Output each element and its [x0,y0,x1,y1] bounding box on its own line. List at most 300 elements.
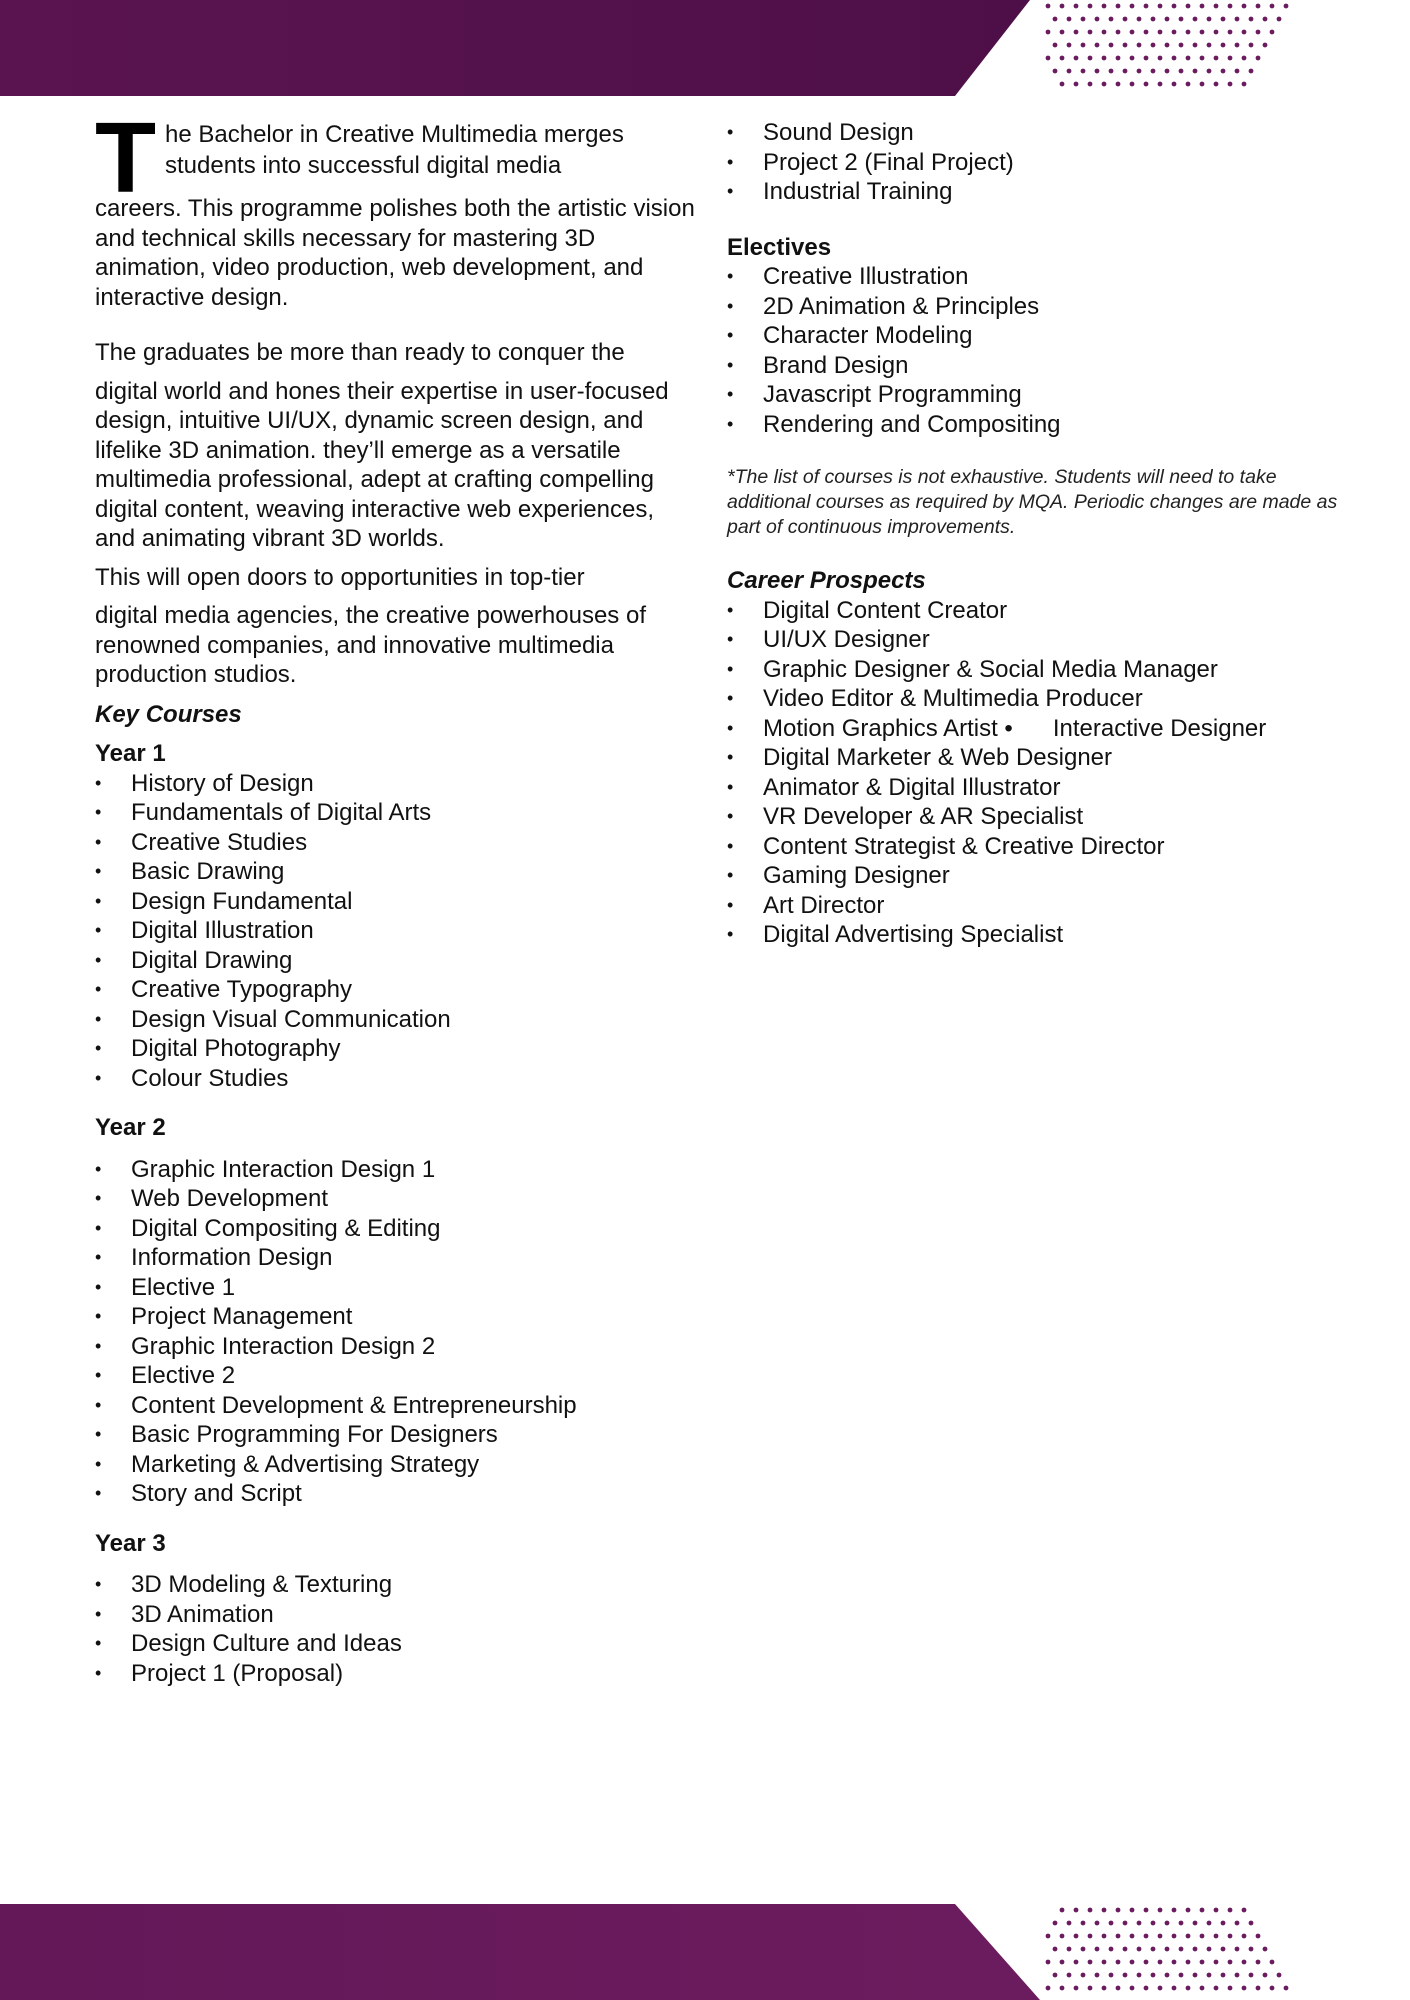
decor-dot [1053,1973,1058,1978]
decor-dot [1067,17,1072,22]
electives-heading: Electives [727,233,832,261]
decor-dot [1200,1934,1205,1939]
decor-dot [1193,17,1198,22]
decor-dot [1060,1960,1065,1965]
list-item-label: Creative Studies [131,828,308,856]
decor-dot [1144,4,1149,9]
list-item [95,975,695,1005]
decor-dot [1095,69,1100,74]
decor-dot [1109,1973,1114,1978]
bullet-icon: • [95,949,102,970]
decor-dot [1200,4,1205,9]
decor-dot [1186,1934,1191,1939]
decor-dot [1074,1908,1079,1913]
bullet-icon: • [95,1306,102,1326]
decor-dot [1130,82,1135,87]
list-item-label: Sound Design [763,119,914,146]
decor-dot [1242,1960,1247,1965]
bullet-icon: • [95,1008,102,1029]
list-item [727,262,1347,292]
list-item-label: 2D Animation & Principles [763,292,1040,320]
decor-dot [1270,4,1275,9]
decor-dot [1060,1986,1065,1991]
decor-dot [1165,1947,1170,1952]
bullet-icon: • [95,1394,102,1415]
decor-dot [1207,1921,1212,1926]
decor-dot [1130,1986,1135,1991]
decor-dot [1235,43,1240,48]
paragraph-2-body: digital world and hones their expertise in user-focused design, intuitive UI/UX, dynamic screen design, and lifelike 3D animation. they’ll emerge as a versatile multimedia professional, adept at crafting compelling digital content, weaving interactive web experiences, and animating vibrant 3D worlds. [95,377,669,552]
decor-dot [1235,69,1240,74]
decor-dot [1263,43,1268,48]
bullet-icon: • [95,890,102,911]
list-item [95,887,695,917]
year-2-list [95,1155,695,1509]
decor-dot [1123,1973,1128,1978]
decor-dot [1172,1908,1177,1913]
list-item-label: Digital Advertising Specialist [763,921,1064,948]
list-item-label: Marketing & Advertising Strategy [131,1450,480,1478]
list-item-label: Rendering and Compositing [763,410,1061,438]
bullet-icon: • [727,747,734,767]
decor-dot [1088,30,1093,35]
decor-dot [1193,1973,1198,1978]
decor-dot [1228,82,1233,87]
decor-dot [1067,1973,1072,1978]
decor-dot [1123,1921,1128,1926]
list-item-label: Creative Illustration [763,263,969,290]
decor-dot [1088,1960,1093,1965]
bullet-icon: • [95,1067,102,1088]
decor-dot [1242,1934,1247,1939]
decor-dot [1221,17,1226,22]
footer-band-graphic [0,1904,1410,2000]
bullet-icon: • [727,413,734,434]
list-item [95,857,695,887]
decor-dot [1242,30,1247,35]
decor-dot [1109,1921,1114,1926]
bullet-icon: • [727,865,734,885]
footer-band [0,1904,1410,2000]
decor-dot [1200,30,1205,35]
decor-dot [1053,1947,1058,1952]
decor-dot [1221,1973,1226,1978]
decor-dot [1270,1986,1275,1991]
intro-line-2: students into successful digital media [165,151,562,179]
decor-dot [1095,1947,1100,1952]
decor-dot [1165,17,1170,22]
decor-dot [1158,1934,1163,1939]
decor-dot [1137,1947,1142,1952]
bullet-icon: • [95,1574,102,1594]
decor-dot [1116,30,1121,35]
list-item [727,380,1347,410]
header-band-shape [0,0,1030,96]
list-item-label: 3D Modeling & Texturing [131,1571,393,1598]
decor-dot [1284,1986,1289,1991]
decor-dot [1200,56,1205,61]
list-item-label: Creative Typography [131,976,353,1003]
decor-dot [1158,1986,1163,1991]
decor-dot [1081,1921,1086,1926]
decor-dot [1060,56,1065,61]
decor-dot [1067,69,1072,74]
decor-dot [1158,1960,1163,1965]
decor-dot [1165,69,1170,74]
paragraph-3-body: digital media agencies, the creative powerhouses of renowned companies, and innovative multimedia production studios. [95,602,646,688]
decor-dot [1228,1960,1233,1965]
decor-dot [1046,1986,1051,1991]
list-item-label: Digital Illustration [131,917,314,944]
decor-dot [1088,82,1093,87]
decor-dot [1067,1947,1072,1952]
list-item [95,1034,695,1064]
decor-dot [1165,1921,1170,1926]
decor-dot [1207,1973,1212,1978]
career-item-motion-graphics: Motion Graphics Artist • [763,714,1013,742]
key-courses-heading: Key Courses [95,700,242,728]
bullet-icon: • [727,688,734,708]
list-item-label: Brand Design [763,351,909,379]
list-item [95,1570,695,1600]
list-item [95,1479,695,1509]
decor-dot [1151,17,1156,22]
decor-dot [1109,17,1114,22]
list-item [727,832,1347,862]
bullet-icon: • [95,1188,102,1208]
list-item [95,1302,695,1332]
decor-dot [1130,56,1135,61]
decor-dot [1249,17,1254,22]
decor-dot [1186,56,1191,61]
bullet-icon: • [95,1276,102,1297]
list-item [727,118,1347,148]
decor-dot [1060,30,1065,35]
list-item-label: Design Fundamental [131,887,353,915]
list-item [95,1450,695,1480]
bullet-icon: • [95,1424,102,1444]
decor-dot [1158,30,1163,35]
list-item [727,148,1347,178]
decor-dot [1270,30,1275,35]
career-item-interactive-designer: Interactive Designer [1052,714,1267,742]
list-item [95,1243,695,1273]
decor-dot [1242,56,1247,61]
list-item-label: Art Director [763,891,885,919]
list-item-label: Project 1 (Proposal) [131,1659,344,1687]
list-item [95,1064,695,1094]
decor-dot [1081,17,1086,22]
list-item-label: Graphic Interaction Design 1 [131,1155,436,1183]
decor-dot [1172,56,1177,61]
intro-body: careers. This programme polishes both the artistic vision and technical skills necessary for mastering 3D animation, video production, web development, and interactive design. [95,195,695,311]
decor-dot [1116,4,1121,9]
list-item-label: Digital Photography [131,1035,341,1062]
decor-dot [1256,30,1261,35]
decor-dot [1088,1908,1093,1913]
decor-dot [1165,43,1170,48]
list-item [95,769,695,799]
decor-dot [1228,1986,1233,1991]
list-item-label: 3D Animation [131,1600,274,1628]
decor-dot [1228,56,1233,61]
list-item-label: Elective 2 [131,1362,236,1389]
decor-dot [1249,1973,1254,1978]
decor-dot [1172,4,1177,9]
decor-dot [1102,56,1107,61]
decor-dot [1179,69,1184,74]
decor-dot [1263,1973,1268,1978]
list-item [95,1629,695,1659]
decor-dot [1144,56,1149,61]
decor-dot [1095,1921,1100,1926]
list-item [727,410,1347,440]
decor-dot [1186,1908,1191,1913]
career-prospects-heading: Career Prospects [727,567,926,594]
list-item-label: Project Management [131,1303,353,1330]
decor-dot [1109,43,1114,48]
decor-dot [1179,1973,1184,1978]
decor-dot [1242,1986,1247,1991]
list-item-label: Design Culture and Ideas [131,1630,402,1657]
bullet-icon: • [95,1453,102,1474]
list-item [95,916,695,946]
decor-dot [1102,4,1107,9]
decor-dot [1270,1960,1275,1965]
bullet-icon: • [727,151,734,172]
list-item [95,1361,695,1391]
header-band [0,0,1410,96]
decor-dot [1046,56,1051,61]
decor-dot [1060,82,1065,87]
decor-dot [1235,17,1240,22]
list-item [727,714,1347,744]
bullet-icon: • [95,1247,102,1267]
decor-dot [1158,82,1163,87]
list-item [727,743,1347,773]
decor-dot [1088,56,1093,61]
bullet-icon: • [727,122,734,142]
decor-dot [1235,1921,1240,1926]
list-item: • UI/UX Designer [727,626,930,653]
decor-dot [1074,1960,1079,1965]
bullet-icon: • [95,831,102,852]
decor-dot [1116,1986,1121,1991]
list-item-label: Fundamentals of Digital Arts [131,799,432,826]
year-3-heading: Year 3 [95,1529,166,1557]
list-item [727,802,1347,832]
bullet-icon: • [727,658,734,679]
bullet-icon: • [95,1335,102,1356]
list-item [727,177,1347,207]
decor-dot [1151,1973,1156,1978]
decor-dot [1214,1986,1219,1991]
decor-dot [1179,17,1184,22]
decor-dot [1179,1947,1184,1952]
decor-dot [1116,1960,1121,1965]
list-item-label: Digital Compositing & Editing [131,1214,441,1242]
decor-dot [1214,82,1219,87]
list-item-label: Digital Drawing [131,946,293,974]
decor-dot [1186,30,1191,35]
decor-dot [1102,1934,1107,1939]
decor-dot [1074,1986,1079,1991]
bullet-icon: • [727,806,734,826]
decor-dot [1053,1921,1058,1926]
decor-dot [1081,43,1086,48]
bullet-icon: • [95,1603,102,1624]
decor-dot [1158,56,1163,61]
year-3-list [95,1570,695,1688]
decor-dot [1081,1947,1086,1952]
list-item-label: Project 2 (Final Project) [763,148,1014,176]
decor-dot [1193,43,1198,48]
decor-dot [1214,4,1219,9]
list-item-label: Industrial Training [763,178,953,205]
list-item [95,828,695,858]
electives-list [727,262,1347,439]
decor-dot [1116,56,1121,61]
list-item [95,1155,695,1185]
list-item [95,1600,695,1630]
list-item-label: Javascript Programming [763,381,1022,408]
list-item-label: Graphic Interaction Design 2 [131,1332,436,1360]
list-item-label: Basic Drawing [131,858,285,885]
decor-dot [1186,4,1191,9]
decor-dot [1263,17,1268,22]
decor-dot [1130,1908,1135,1913]
year-1-list [95,769,695,1094]
bullet-icon: • [95,1365,102,1385]
list-item [727,292,1347,322]
decor-dot [1172,30,1177,35]
list-item [95,1659,695,1689]
list-item-label: Colour Studies [131,1064,289,1092]
decor-dot [1235,1973,1240,1978]
decor-dot [1172,1934,1177,1939]
decor-dot [1256,56,1261,61]
decor-dot [1130,1960,1135,1965]
bullet-icon: • [95,920,102,940]
decor-dot [1284,4,1289,9]
decor-dot [1256,4,1261,9]
decor-dot [1207,17,1212,22]
decor-dot [1263,1947,1268,1952]
decor-dot [1074,30,1079,35]
decor-dot [1228,30,1233,35]
decor-dot [1144,1908,1149,1913]
year-1-heading: Year 1 [95,740,166,767]
year-3-list-continued [727,118,1347,207]
decor-dot [1214,56,1219,61]
decor-dot [1137,43,1142,48]
decor-dot [1095,17,1100,22]
decor-dot [1249,69,1254,74]
decor-dot [1214,1908,1219,1913]
decor-dot [1158,4,1163,9]
decor-dot [1130,30,1135,35]
decor-dot [1193,1947,1198,1952]
decor-dot [1046,30,1051,35]
decor-dot [1242,4,1247,9]
decor-dot [1277,1973,1282,1978]
decor-dot [1186,1986,1191,1991]
list-item [95,946,695,976]
bullet-icon: • [727,181,734,201]
decor-dot [1151,69,1156,74]
decor-dot [1102,30,1107,35]
header-band-graphic [0,0,1410,96]
bullet-icon: • [95,979,102,999]
bullet-icon: • [95,802,102,822]
decor-dot [1137,17,1142,22]
paragraph-3-lead: This will open doors to opportunities in top-tier [95,563,585,591]
decor-dot [1088,4,1093,9]
list-item-label: Basic Programming For Designers [131,1421,498,1448]
decor-dot [1116,1908,1121,1913]
decor-dot [1221,69,1226,74]
list-item [95,1420,695,1450]
list-item-label: Story and Script [131,1480,302,1507]
bullet-icon: • [95,1217,102,1238]
decor-dot [1151,1947,1156,1952]
list-item-label: Design Visual Communication [131,1005,451,1033]
bullet-icon: • [727,354,734,375]
list-item-label: History of Design [131,769,314,797]
decor-dot [1172,82,1177,87]
decor-dot [1235,1947,1240,1952]
list-item [727,891,1347,921]
list-item-label: VR Developer & AR Specialist [763,803,1084,830]
decor-dot [1172,1986,1177,1991]
decor-dot [1207,69,1212,74]
footer-dot-pattern [1046,1908,1289,1991]
list-item [727,351,1347,381]
decor-dot [1158,1908,1163,1913]
left-column [95,102,695,1688]
career-list-continued [727,743,1347,950]
list-item-label: Information Design [131,1244,333,1271]
list-item-label: Digital Marketer & Web Designer [763,744,1113,771]
list-item [727,773,1347,803]
decor-dot [1116,1934,1121,1939]
courses-disclaimer: *The list of courses is not exhaustive. Students will need to take additional courses as required by MQA. Periodic changes are made as part of continuous improvements. [727,466,1338,538]
career-list [727,596,1347,744]
list-item: • Video Editor & Multimedia Producer [727,685,1143,712]
decor-dot [1137,1973,1142,1978]
decor-dot [1186,82,1191,87]
decor-dot [1102,82,1107,87]
decor-dot [1256,1960,1261,1965]
decor-dot [1102,1908,1107,1913]
decor-dot [1228,1934,1233,1939]
decor-dot [1067,1921,1072,1926]
decor-dot [1228,1908,1233,1913]
list-item [727,321,1347,351]
decor-dot [1074,4,1079,9]
decor-dot [1193,1921,1198,1926]
decor-dot [1081,1973,1086,1978]
paragraph-2-lead: The graduates be more than ready to conquer the [95,339,625,366]
list-item [727,920,1347,950]
bullet-icon: • [727,325,734,345]
list-item [95,1005,695,1035]
decor-dot [1242,1908,1247,1913]
decor-dot [1179,1921,1184,1926]
decor-dot [1214,1960,1219,1965]
bullet-icon: • [95,1158,102,1179]
decor-dot [1151,1921,1156,1926]
